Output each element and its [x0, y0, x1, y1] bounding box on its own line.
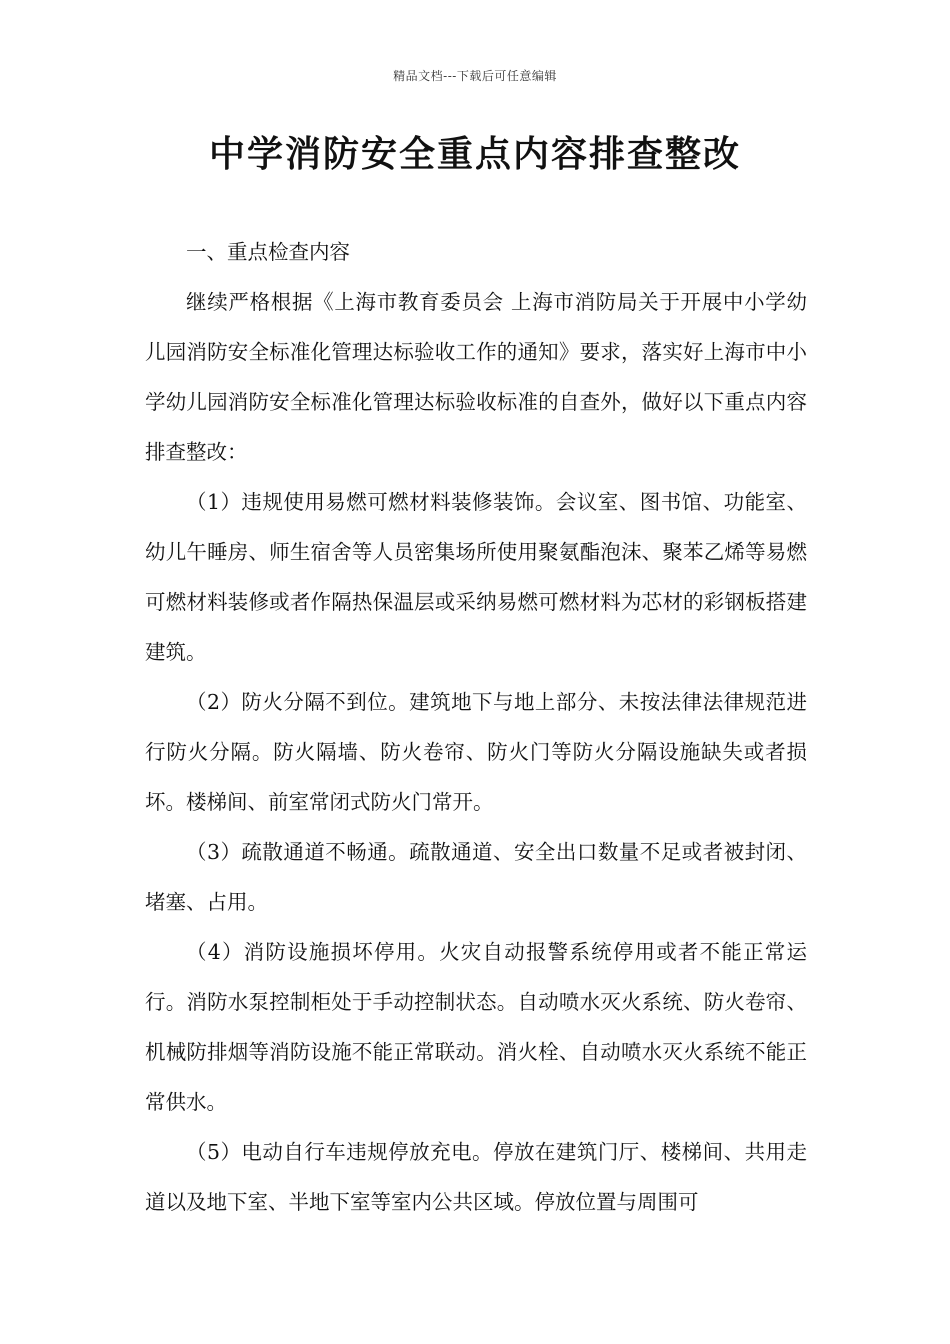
item-paragraph-1: （1）违规使用易燃可燃材料装修装饰。会议室、图书馆、功能室、幼儿午睡房、师生宿舍等人员密集场所使用聚氨酯泡沫、聚苯乙烯等易燃可燃材料装修或者作隔热保温层或采纳易燃可燃材料为芯材的彩钢板搭建建筑。 [145, 490, 807, 664]
item-paragraph-3: （3）疏散通道不畅通。疏散通道、安全出口数量不足或者被封闭、堵塞、占用。 [145, 840, 807, 914]
document-body [145, 227, 807, 1227]
item-paragraph-2: （2）防火分隔不到位。建筑地下与地上部分、未按法律法律规范进行防火分隔。防火隔墙、防火卷帘、防火门等防火分隔设施缺失或者损坏。楼梯间、前室常闭式防火门常开。 [145, 690, 807, 814]
document-title: 中学消防安全重点内容排查整改 [208, 134, 741, 175]
intro-paragraph: 继续严格根据《上海市教育委员会 上海市消防局关于开展中小学幼儿园消防安全标准化管理达标验收工作的通知》要求，落实好上海市中小学幼儿园消防安全标准化管理达标验收标准的自查外，做好以下重点内容排查整改： [145, 290, 807, 464]
item-paragraph-4: （4）消防设施损坏停用。火灾自动报警系统停用或者不能正常运行。消防水泵控制柜处于手动控制状态。自动喷水灭火系统、防火卷帘、机械防排烟等消防设施不能正常联动。消火栓、自动喷水灭火系统不能正常供水。 [145, 940, 807, 1114]
header-note: 精品文档---下载后可任意编辑 [393, 69, 557, 83]
section-heading: 一、重点检查内容 [186, 240, 350, 264]
item-paragraph-5: （5）电动自行车违规停放充电。停放在建筑门厅、楼梯间、共用走道以及地下室、半地下室等室内公共区域。停放位置与周围可 [145, 1140, 807, 1214]
